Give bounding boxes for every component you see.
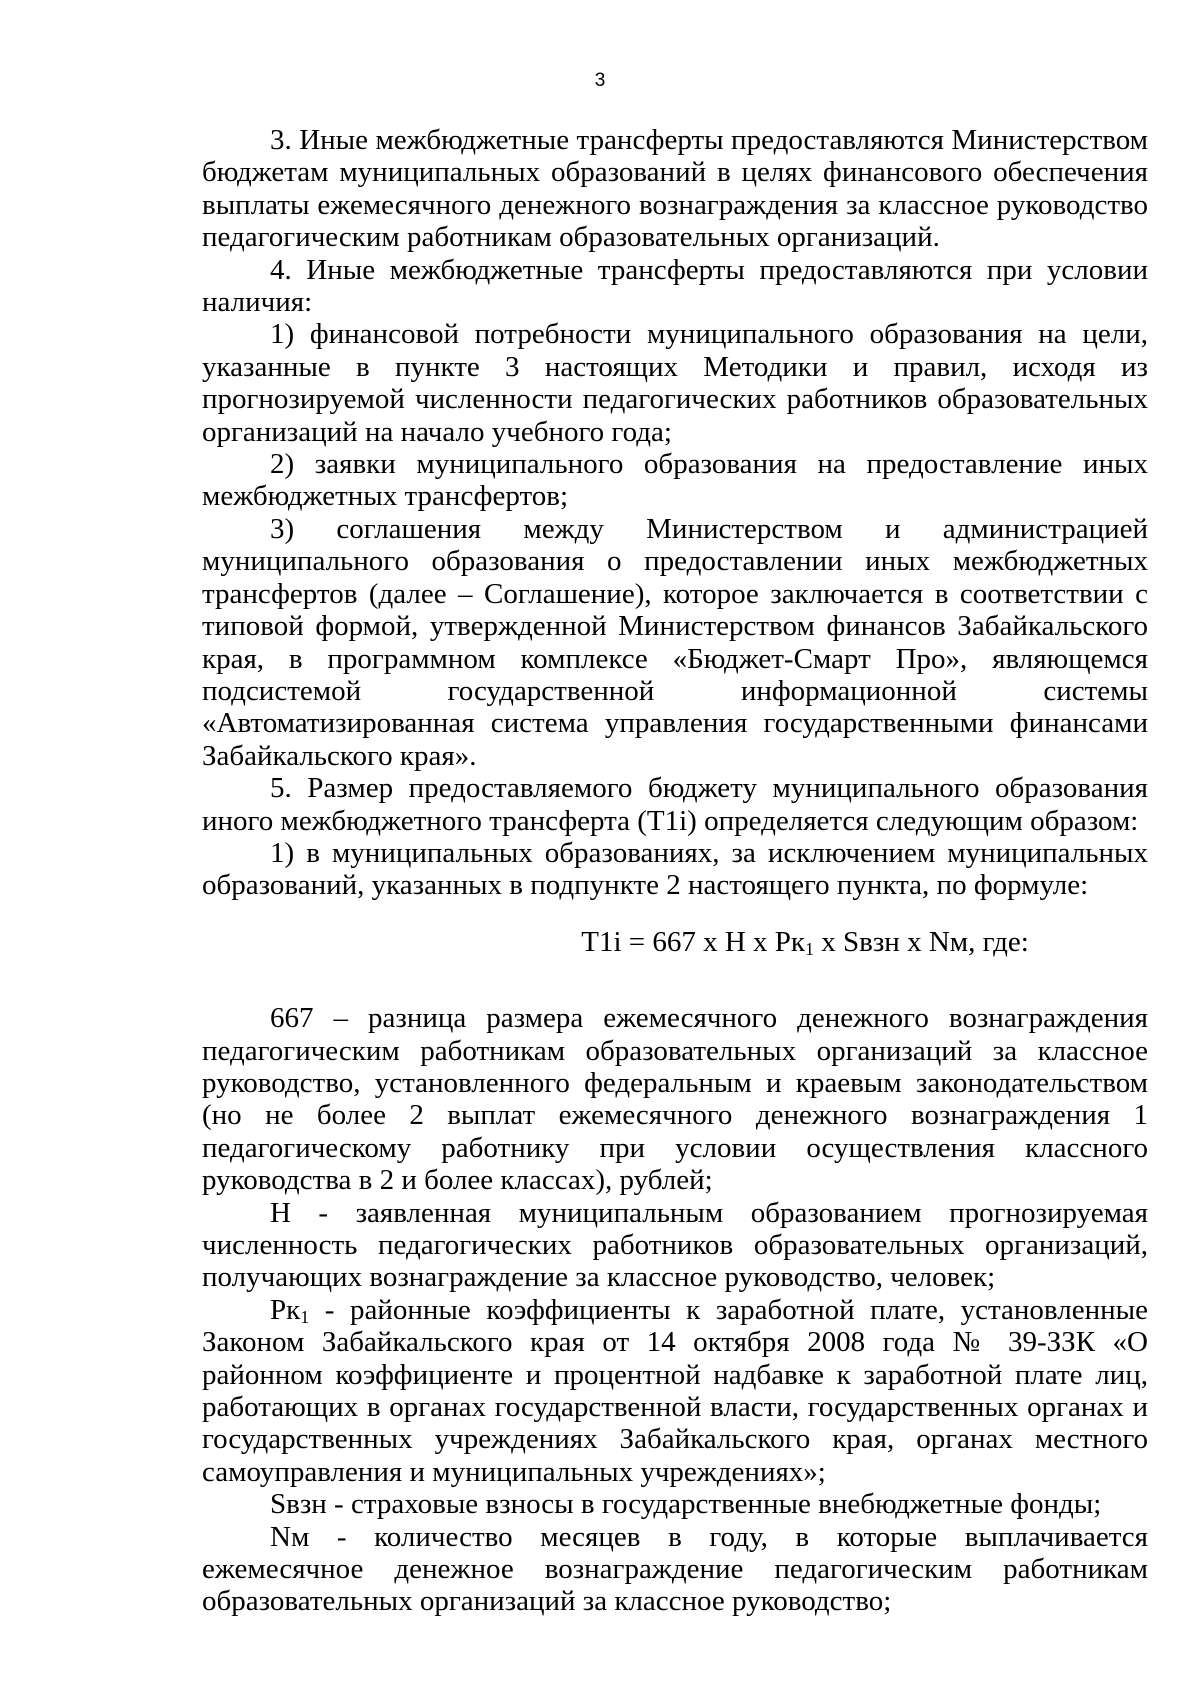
definition-rk-text: - районные коэффициенты к заработной плате, установленные Законом Забайкальского края от 14 октября 2008 года № 39-ЗЗК «О районном коэффициенте и процентной надбавке к заработной плате лиц, работающих в органах государственной власти, государственных органах и государственных учреждениях Забайкальского края, органах местного самоуправления и муниципальных учреждениях»; — [202, 1293, 1148, 1488]
definition-nm: Nм - количество месяцев в году, в которые выплачивается ежемесячное денежное вознаграждение педагогическим работникам образовательных организаций за классное руководство; — [202, 1520, 1148, 1618]
definition-rk — [202, 1294, 1148, 1488]
subitem-4-2: 2) заявки муниципального образования на предоставление иных межбюджетных трансфертов; — [202, 448, 1148, 513]
formula-main: T1i = 667 х Н х Рк — [581, 925, 806, 958]
subitem-4-3: 3) соглашения между Министерством и администрацией муниципального образования о предоставлении иных межбюджетных трансфертов (далее – Соглашение), которое заключается в соответствии с типовой формой, утвержденной Министерством финансов Забайкальского края, в программном комплексе «Бюджет-Смарт Про», являющемся подсистемой государственной информационной системы «Автоматизированная система управления государственными финансами Забайкальского края». — [202, 512, 1148, 772]
definition-h: Н - заявленная муниципальным образованием прогнозируемая численность педагогических работников образовательных организаций, получающих вознаграждение за классное руководство, человек; — [202, 1196, 1148, 1294]
formula — [202, 926, 1148, 958]
definition-svzn: Sвзн - страховые взносы в государственные внебюджетные фонды; — [270, 1488, 1102, 1521]
paragraph-item-5: 5. Размер предоставляемого бюджету муниципального образования иного межбюджетного трансферта (T1i) определяется следующим образом: — [202, 772, 1148, 837]
formula-rest: х Sвзн х Nм, где: — [814, 925, 1029, 958]
paragraph-item-4: 4. Иные межбюджетные трансферты предоставляются при условии наличия: — [202, 253, 1148, 319]
definition-rk-subscript: 1 — [300, 1306, 310, 1327]
page-number: 3 — [594, 70, 606, 91]
definition-667: 667 – разница размера ежемесячного денежного вознаграждения педагогическим работникам образовательных организаций за классное руководство, установленного федеральным и краевым законодательством (но не более 2 выплат ежемесячного денежного вознаграждения 1 педагогическому работнику при условии осуществления классного руководства в 2 и более классах), рублей; — [202, 1002, 1148, 1197]
subitem-5-1: 1) в муниципальных образованиях, за исключением муниципальных образований, указанных в подпункте 2 настоящего пункта, по формуле: — [202, 836, 1148, 902]
subitem-4-1: 1) финансовой потребности муниципального образования на цели, указанные в пункте 3 настоящих Методики и правил, исходя из прогнозируемой численности педагогических работников образовательных организаций на начало учебного года; — [202, 318, 1148, 448]
definition-rk-symbol: Рк — [270, 1293, 301, 1326]
formula-subscript: 1 — [805, 938, 815, 959]
paragraph-item-3: 3. Иные межбюджетные трансферты предоставляются Министерством бюджетам муниципальных образований в целях финансового обеспечения выплаты ежемесячного денежного вознаграждения за классное руководство педагогическим работникам образовательных организаций. — [202, 124, 1148, 254]
document-body — [202, 124, 1148, 1618]
